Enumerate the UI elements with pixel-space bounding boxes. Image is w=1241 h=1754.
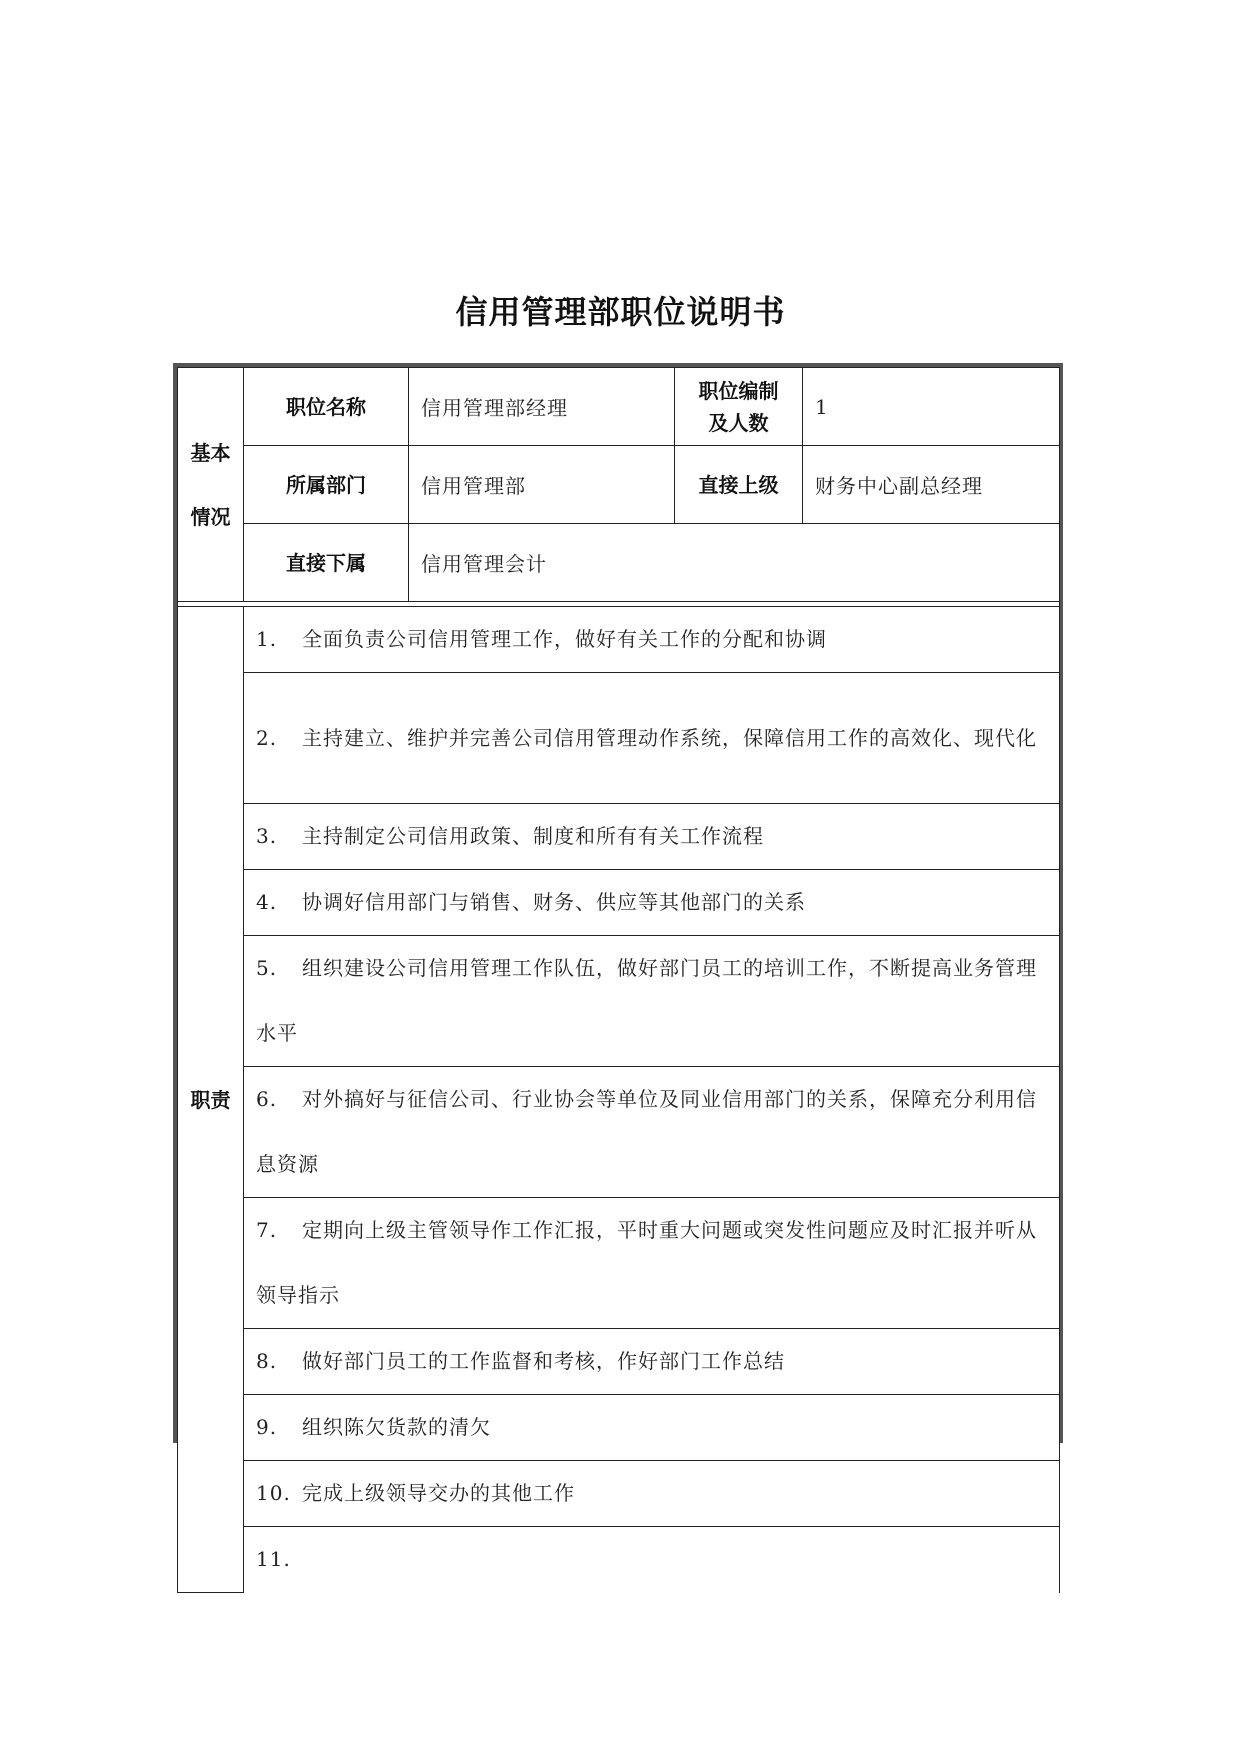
duty-text: 完成上级领导交办的其他工作	[302, 1481, 575, 1505]
duty-number: 3.	[256, 824, 278, 848]
duty-row	[178, 673, 1060, 804]
duty-item	[244, 1527, 1060, 1593]
subordinate-value: 信用管理会计	[409, 524, 1060, 602]
headcount-value: 1	[803, 368, 1060, 446]
table-row	[178, 368, 1060, 446]
duty-row	[178, 870, 1060, 936]
basic-label-line1: 基本	[190, 440, 231, 465]
duty-row	[178, 1461, 1060, 1527]
duty-row	[178, 1527, 1060, 1593]
duty-text: 定期向上级主管领导作工作汇报，平时重大问题或突发性问题应及时汇报并听从领导指示	[256, 1218, 1037, 1307]
duty-item	[244, 673, 1060, 804]
department-value: 信用管理部	[409, 446, 675, 524]
duty-text: 协调好信用部门与销售、财务、供应等其他部门的关系	[302, 890, 806, 914]
duty-item	[244, 1461, 1060, 1527]
duty-number: 1.	[256, 627, 278, 651]
duty-number: 8.	[256, 1349, 278, 1373]
duty-item	[244, 1329, 1060, 1395]
duty-number: 9.	[256, 1415, 278, 1439]
duty-text: 对外搞好与征信公司、行业协会等单位及同业信用部门的关系，保障充分利用信息资源	[256, 1087, 1037, 1176]
duty-item	[244, 1198, 1060, 1329]
duty-item	[244, 1395, 1060, 1461]
duty-item	[244, 936, 1060, 1067]
duty-row	[178, 607, 1060, 673]
basic-info-section-label	[178, 368, 244, 602]
table-row	[178, 524, 1060, 602]
duty-row	[178, 1198, 1060, 1329]
duty-number: 2.	[256, 725, 278, 750]
duty-number: 6.	[256, 1087, 278, 1111]
duty-number: 10.	[256, 1481, 291, 1505]
duty-item	[244, 1067, 1060, 1198]
duty-number: 5.	[256, 956, 278, 980]
duty-item	[244, 870, 1060, 936]
job-description-table	[177, 367, 1060, 1593]
duty-text: 主持建立、维护并完善公司信用管理动作系统，保障信用工作的高效化、现代化	[302, 725, 1037, 750]
duty-number: 7.	[256, 1218, 278, 1242]
basic-label-line2: 情况	[190, 504, 231, 529]
duty-text: 主持制定公司信用政策、制度和所有有关工作流程	[302, 824, 764, 848]
duty-text: 做好部门员工的工作监督和考核，作好部门工作总结	[302, 1349, 785, 1373]
duty-row	[178, 936, 1060, 1067]
position-name-label: 职位名称	[244, 368, 409, 446]
table-row	[178, 446, 1060, 524]
headcount-label-line2: 及人数	[708, 410, 769, 435]
duty-text: 组织建设公司信用管理工作队伍，做好部门员工的培训工作，不断提高业务管理水平	[256, 956, 1037, 1045]
superior-label: 直接上级	[675, 446, 803, 524]
duty-row	[178, 1395, 1060, 1461]
position-name-value: 信用管理部经理	[409, 368, 675, 446]
department-label: 所属部门	[244, 446, 409, 524]
duties-section-label: 职责	[178, 607, 244, 1593]
headcount-label-line1: 职位编制	[698, 378, 779, 403]
page-title: 信用管理部职位说明书	[455, 293, 786, 331]
duty-number: 11.	[256, 1547, 291, 1572]
headcount-label	[675, 368, 803, 446]
duty-row	[178, 1067, 1060, 1198]
duty-row	[178, 804, 1060, 870]
duty-item	[244, 804, 1060, 870]
duty-text: 组织陈欠货款的清欠	[302, 1415, 491, 1439]
duty-item	[244, 607, 1060, 673]
duty-number: 4.	[256, 890, 278, 914]
duty-text: 全面负责公司信用管理工作，做好有关工作的分配和协调	[302, 627, 827, 651]
superior-value: 财务中心副总经理	[803, 446, 1060, 524]
subordinate-label: 直接下属	[244, 524, 409, 602]
duty-row	[178, 1329, 1060, 1395]
